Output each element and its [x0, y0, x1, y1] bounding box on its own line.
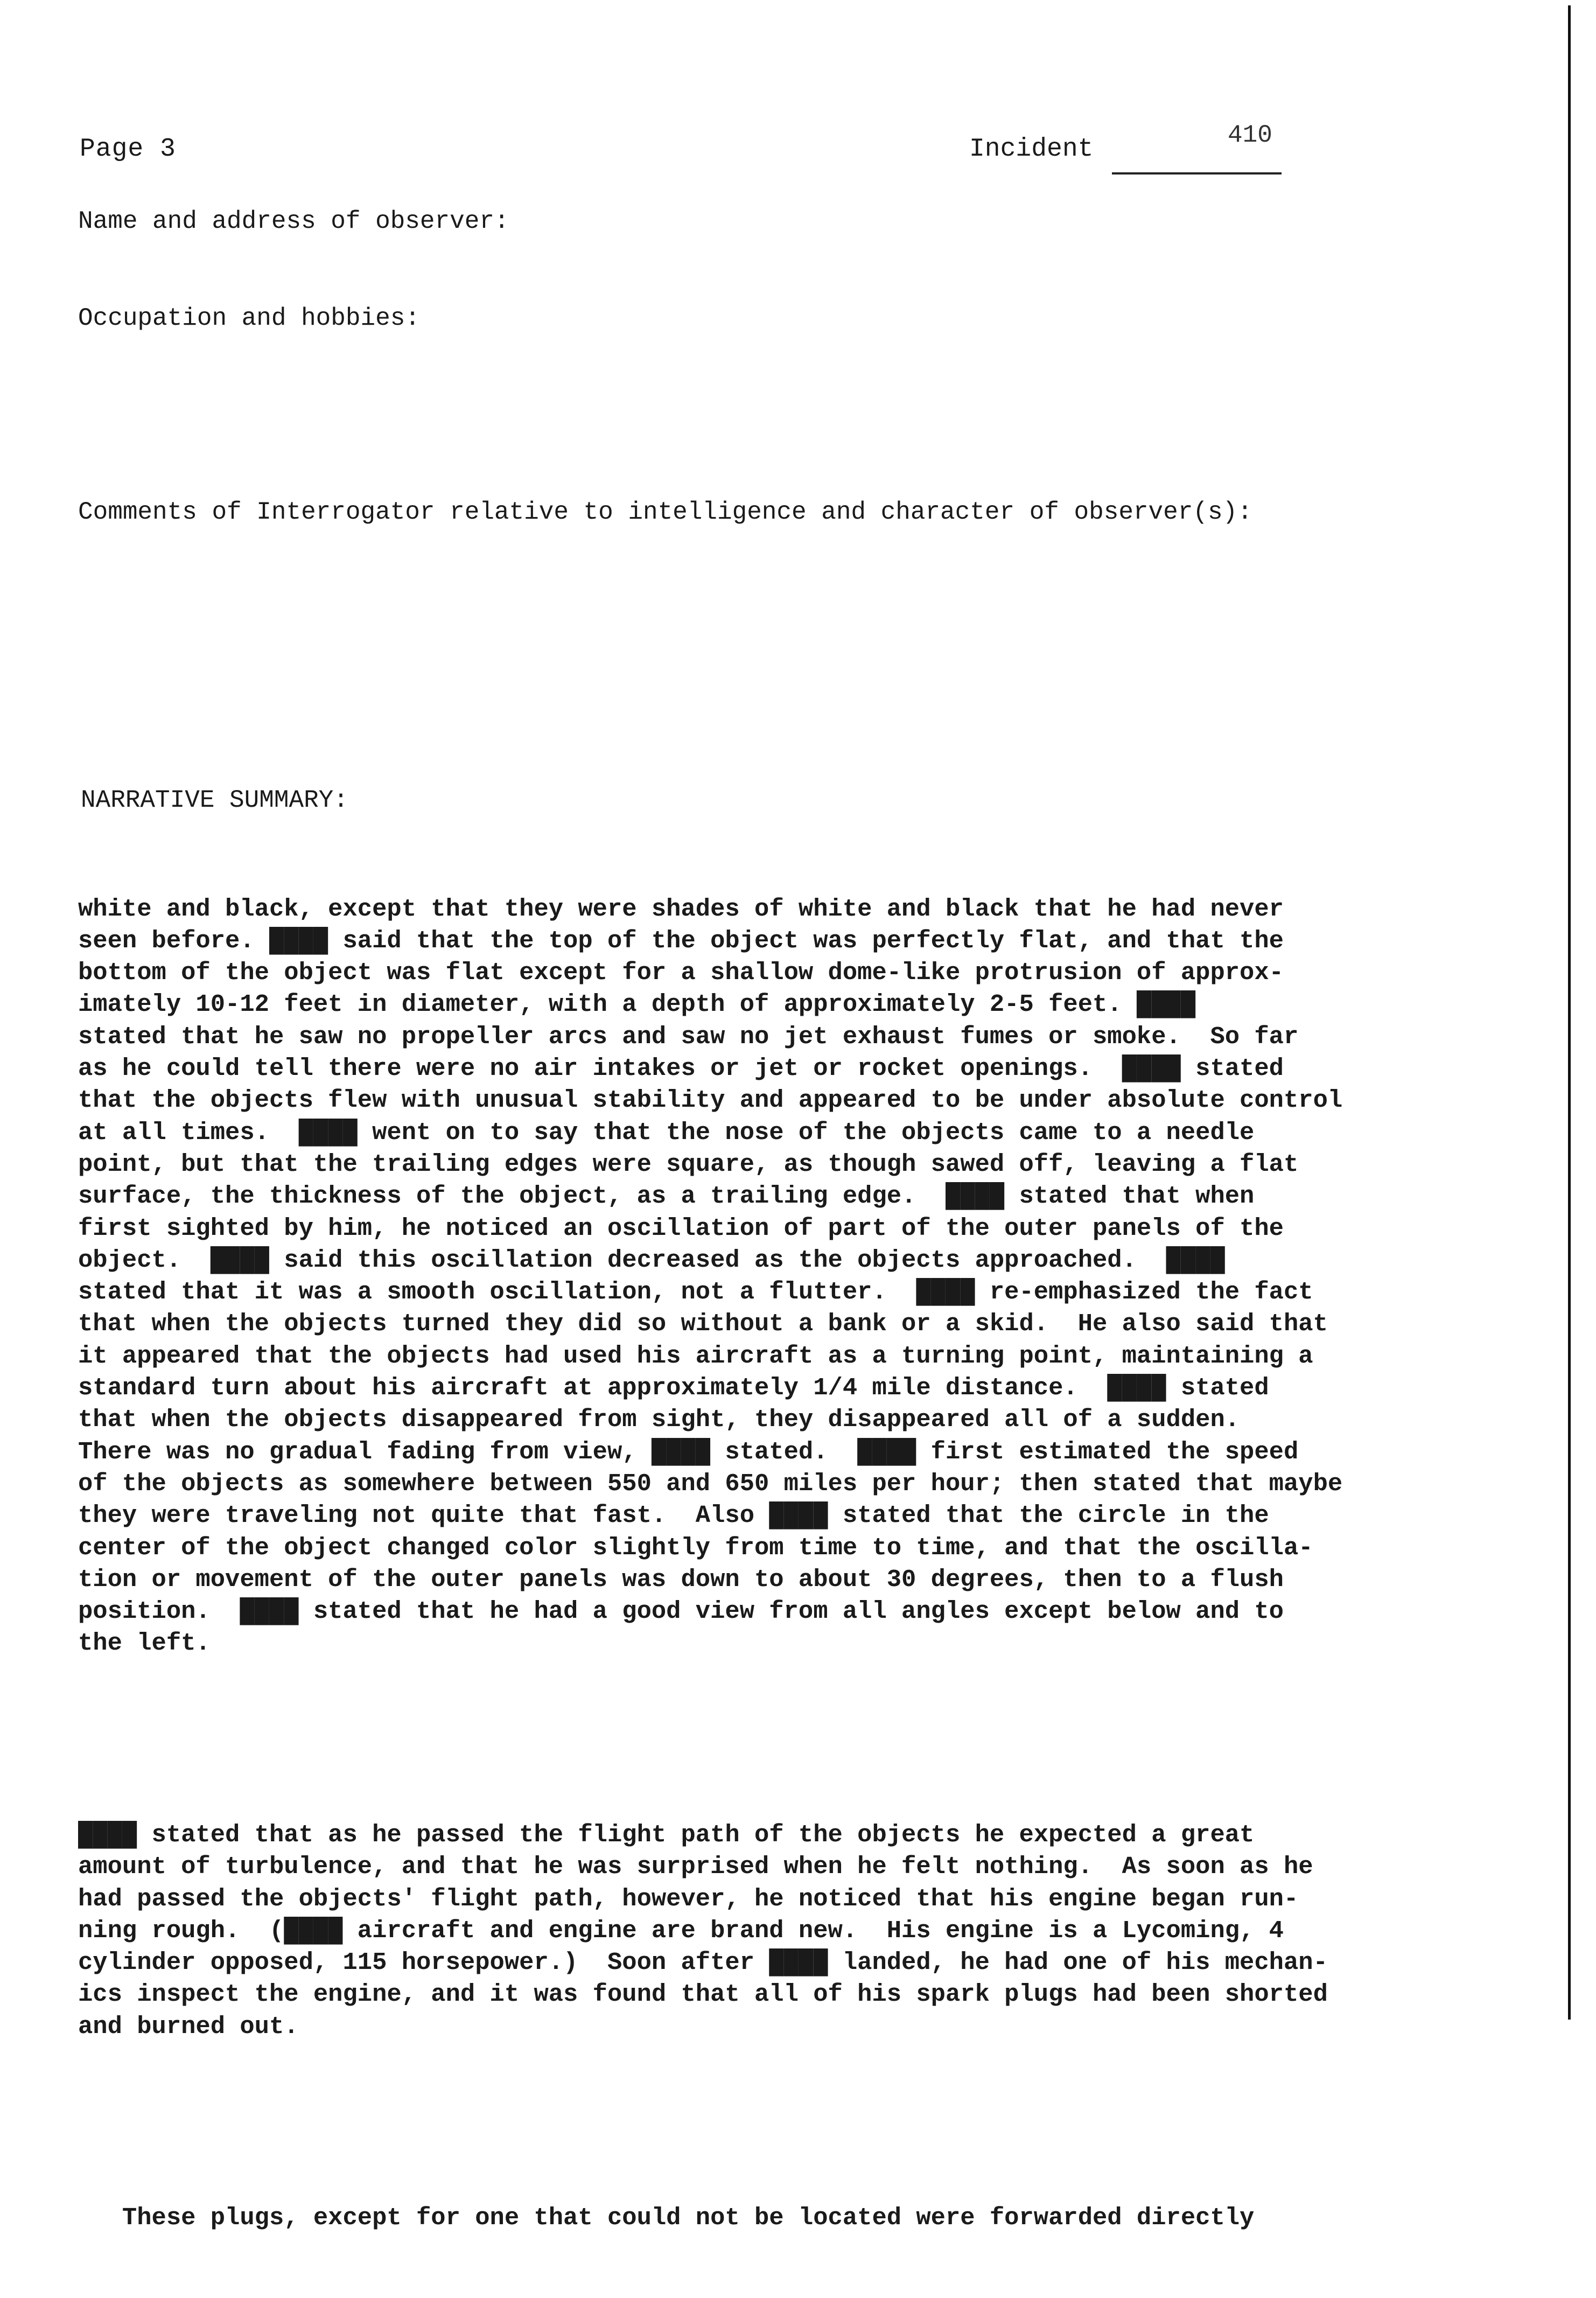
text-line: surface, the thickness of the object, as a trailing edge. ████ stated that when — [78, 1182, 1255, 1211]
narrative-title: NARRATIVE SUMMARY: — [81, 786, 348, 814]
text-line: stated that it was a smooth oscillation, not a flutter. ████ re-emphasized the fact — [78, 1278, 1313, 1307]
incident-number: 410 — [1228, 121, 1272, 149]
paragraph-gap — [78, 2107, 1478, 2139]
text-line: imately 10-12 feet in diameter, with a depth of approximately 2-5 feet. ████ — [78, 990, 1196, 1019]
text-line: that the objects flew with unusual stability and appeared to be under absolute control — [78, 1086, 1343, 1115]
text-line: that when the objects disappeared from sight, they disappeared all of a sudden. — [78, 1406, 1240, 1434]
text-line: they were traveling not quite that fast. Also ████ stated that the circle in the — [78, 1501, 1269, 1530]
text-line: ics inspect the engine, and it was found that all of his spark plugs had been shorted — [78, 1980, 1328, 2009]
narrative-paragraph-1 — [78, 893, 1478, 1660]
text-line: seen before. ████ said that the top of the object was perfectly flat, and that the — [78, 926, 1284, 955]
text-line: cylinder opposed, 115 horsepower.) Soon after ████ landed, he had one of his mechan- — [78, 1948, 1328, 1977]
incident-label: Incident — [969, 135, 1094, 164]
text-line: point, but that the trailing edges were square, as though sawed off, leaving a flat — [78, 1150, 1299, 1178]
text-line: at all times. ████ went on to say that the nose of the objects came to a needle — [78, 1118, 1255, 1147]
text-line: of the objects as somewhere between 550 and 650 miles per hour; then stated that maybe — [78, 1469, 1343, 1498]
page-edge-line — [1568, 5, 1571, 2020]
incident-field — [969, 121, 1400, 178]
text-line: tion or movement of the outer panels was down to about 30 degrees, then to a flush — [78, 1565, 1284, 1594]
document-header — [0, 0, 1596, 215]
text-line: that when the objects turned they did so without a bank or a skid. He also said that — [78, 1310, 1328, 1338]
text-line: These plugs, except for one that could not be located were forwarded directly — [78, 2204, 1255, 2232]
text-line: the left. — [78, 1629, 211, 1658]
text-line: it appeared that the objects had used his aircraft as a turning point, maintaining a — [78, 1342, 1313, 1370]
text-line: white and black, except that they were shades of white and black that he had never — [78, 895, 1284, 923]
text-line: as he could tell there were no air intakes or jet or rocket openings. ████ stated — [78, 1054, 1284, 1083]
text-line: center of the object changed color slightly from time to time, and that the oscilla- — [78, 1533, 1313, 1562]
text-line: ning rough. (████ aircraft and engine are brand new. His engine is a Lycoming, 4 — [78, 1916, 1284, 1945]
page-label — [80, 135, 176, 164]
page-number: 3 — [160, 135, 176, 164]
text-line: bottom of the object was flat except for a shallow dome-like protrusion of approx- — [78, 959, 1284, 987]
text-line: There was no gradual fading from view, ████ stated. ████ first estimated the speed — [78, 1437, 1299, 1466]
narrative-body — [78, 829, 1478, 2298]
text-line: ████ stated that as he passed the flight path of the objects he expected a great — [78, 1820, 1255, 1849]
text-line: standard turn about his aircraft at approximately 1/4 mile distance. ████ stated — [78, 1374, 1269, 1402]
occupation-field-label: Occupation and hobbies: — [78, 304, 420, 332]
text-line: stated that he saw no propeller arcs and saw no jet exhaust fumes or smoke. So far — [78, 1022, 1299, 1051]
paragraph-gap — [78, 1723, 1478, 1755]
comments-field-label: Comments of Interrogator relative to intelligence and character of observer(s): — [78, 498, 1252, 526]
text-line: and burned out. — [78, 2012, 299, 2041]
page-label-text: Page — [80, 135, 160, 164]
text-line: amount of turbulence, and that he was surprised when he felt nothing. As soon as he — [78, 1853, 1313, 1881]
incident-underline — [1112, 172, 1282, 174]
text-line: position. ████ stated that he had a good view from all angles except below and to — [78, 1597, 1284, 1626]
text-line: object. ████ said this oscillation decreased as the objects approached. ████ — [78, 1246, 1225, 1274]
narrative-paragraph-2 — [78, 1819, 1478, 2043]
text-line: first sighted by him, he noticed an oscillation of part of the outer panels of the — [78, 1214, 1284, 1242]
text-line: had passed the objects' flight path, however, he noticed that his engine began run- — [78, 1884, 1299, 1913]
observer-field-label: Name and address of observer: — [78, 207, 509, 235]
narrative-paragraph-3 — [78, 2202, 1478, 2234]
